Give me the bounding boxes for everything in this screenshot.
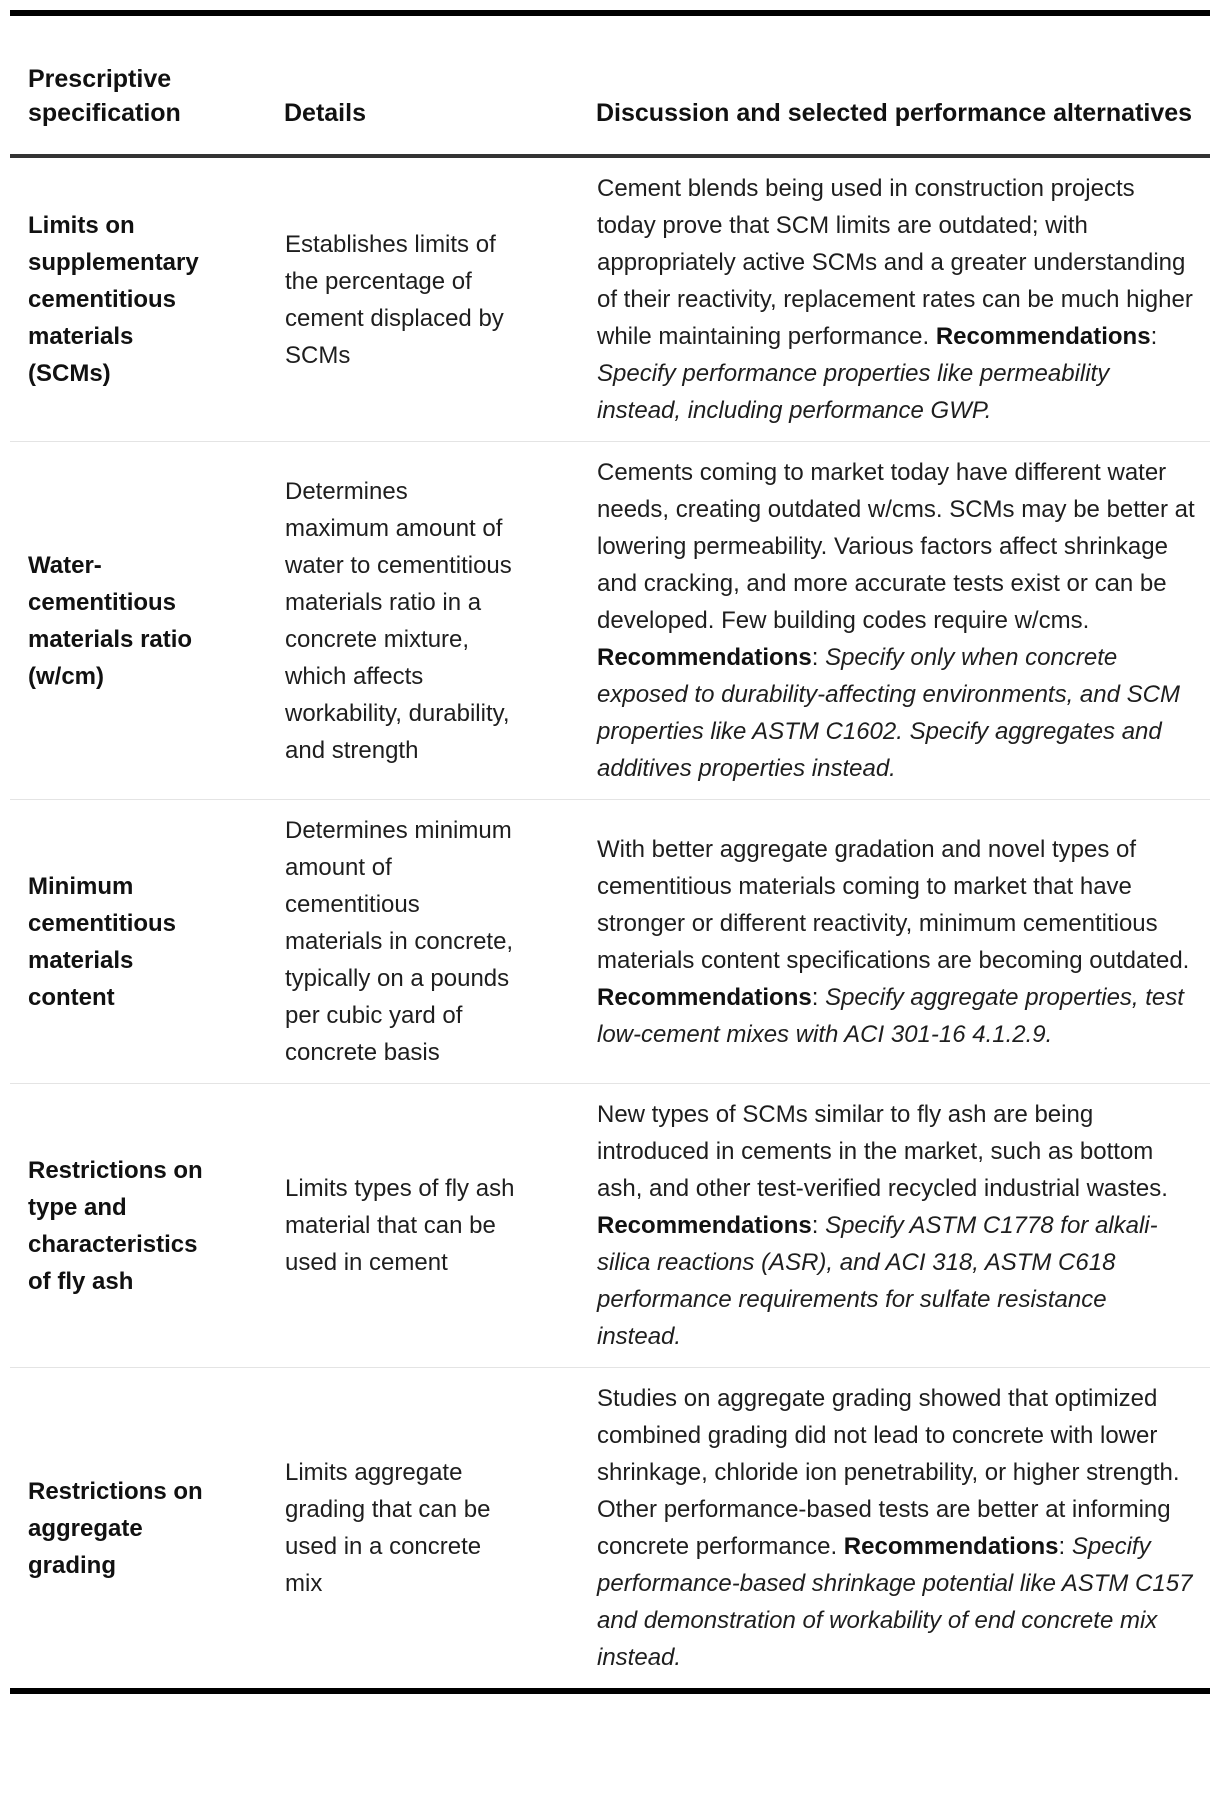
discussion-text: Cements coming to market today have different water needs, creating outdated w/cms. SCMs may be better at lowering permeability. Various factors affect shrinkage and cracking, and more accurate tests exist or can be developed. Few building codes require w/cms. <box>597 459 1195 634</box>
discussion-text: Studies on aggregate grading showed that optimized combined grading did not lead to concrete with lower shrinkage, chloride ion penetrability, or higher strength. Other performance-based tests are better at informing concrete performance. <box>597 1385 1180 1560</box>
spec-cell: Restrictions on type and characteristics of fly ash <box>10 1084 284 1368</box>
details-cell: Establishes limits of the percentage of cement displaced by SCMs <box>285 230 504 369</box>
discussion-cell <box>596 1084 1210 1368</box>
recommendations-label: Recommendations <box>843 1533 1059 1560</box>
recommendation-text: Specify performance properties like permeability instead, including performance GWP. <box>597 360 1110 424</box>
discussion-text: Cement blends being used in construction projects today prove that SCM limits are outdated; with appropriately active SCMs and a greater understanding of their reactivity, replacement rates can be much higher while maintaining performance. <box>597 175 1193 350</box>
recommendation-text: Specify only when concrete exposed to durability-affecting environments, and SCM properties like ASTM C1602. Specify aggregates and additives properties instead. <box>597 644 1180 782</box>
discussion-cell <box>596 156 1210 442</box>
table-row <box>10 800 1210 1084</box>
column-header-prescriptive-specification: Prescriptive specification <box>10 13 284 156</box>
details-cell: Limits types of fly ash material that can be used in cement <box>284 1084 596 1368</box>
details-cell: Limits aggregate grading that can be used in a concrete mix <box>284 1368 596 1692</box>
discussion-cell <box>596 442 1210 800</box>
recommendations-separator: : <box>811 1212 826 1239</box>
recommendations-label: Recommendations <box>597 644 812 671</box>
prescriptive-specifications-table <box>10 10 1210 1694</box>
discussion-text: New types of SCMs similar to fly ash are being introduced in cements in the market, such as bottom ash, and other test-verified recycled industrial wastes. <box>597 1101 1168 1202</box>
recommendation-text: Specify ASTM C1778 for alkali-silica reactions (ASR), and ACI 318, ASTM C618 performance requirements for sulfate resistance instead. <box>597 1212 1158 1350</box>
discussion-cell <box>596 800 1210 1084</box>
table-row <box>10 1368 1210 1692</box>
recommendations-label: Recommendations <box>597 983 812 1011</box>
table-row <box>10 1084 1210 1368</box>
header-row <box>10 13 1210 156</box>
recommendations-label: Recommendations <box>935 323 1151 350</box>
recommendations-separator: : <box>811 644 826 671</box>
spec-cell: Water-cementitious materials ratio (w/cm) <box>10 442 284 800</box>
recommendations-separator: : <box>811 983 826 1011</box>
spec-cell: Restrictions on aggregate grading <box>10 1368 284 1692</box>
recommendations-separator: : <box>1150 323 1158 350</box>
recommendations-separator: : <box>1058 1533 1072 1560</box>
recommendations-label: Recommendations <box>597 1212 812 1239</box>
spec-cell: Minimum cementitious materials content <box>10 800 284 1084</box>
recommendation-text: Specify performance-based shrinkage potential like ASTM C157 and demonstration of workability of end concrete mix instead. <box>597 1533 1193 1671</box>
table-row <box>10 156 1210 442</box>
discussion-text: With better aggregate gradation and novel types of cementitious materials coming to market that have stronger or different reactivity, minimum cementitious materials content specifications are becoming outdated. <box>597 835 1190 974</box>
table-row <box>10 442 1210 800</box>
column-header-details: Details <box>284 13 596 156</box>
discussion-cell <box>596 1368 1210 1692</box>
column-header-discussion: Discussion and selected performance alternatives <box>596 13 1210 156</box>
recommendation-text: Specify aggregate properties, test low-cement mixes with ACI 301-16 4.1.2.9. <box>597 983 1184 1048</box>
spec-cell: Limits on supplementary cementitious materials (SCMs) <box>28 212 199 387</box>
details-cell: Determines minimum amount of cementitious materials in concrete, typically on a pounds per cubic yard of concrete basis <box>284 800 596 1084</box>
details-cell: Determines maximum amount of water to cementitious materials ratio in a concrete mixture, which affects workability, durability, and strength <box>284 442 596 800</box>
